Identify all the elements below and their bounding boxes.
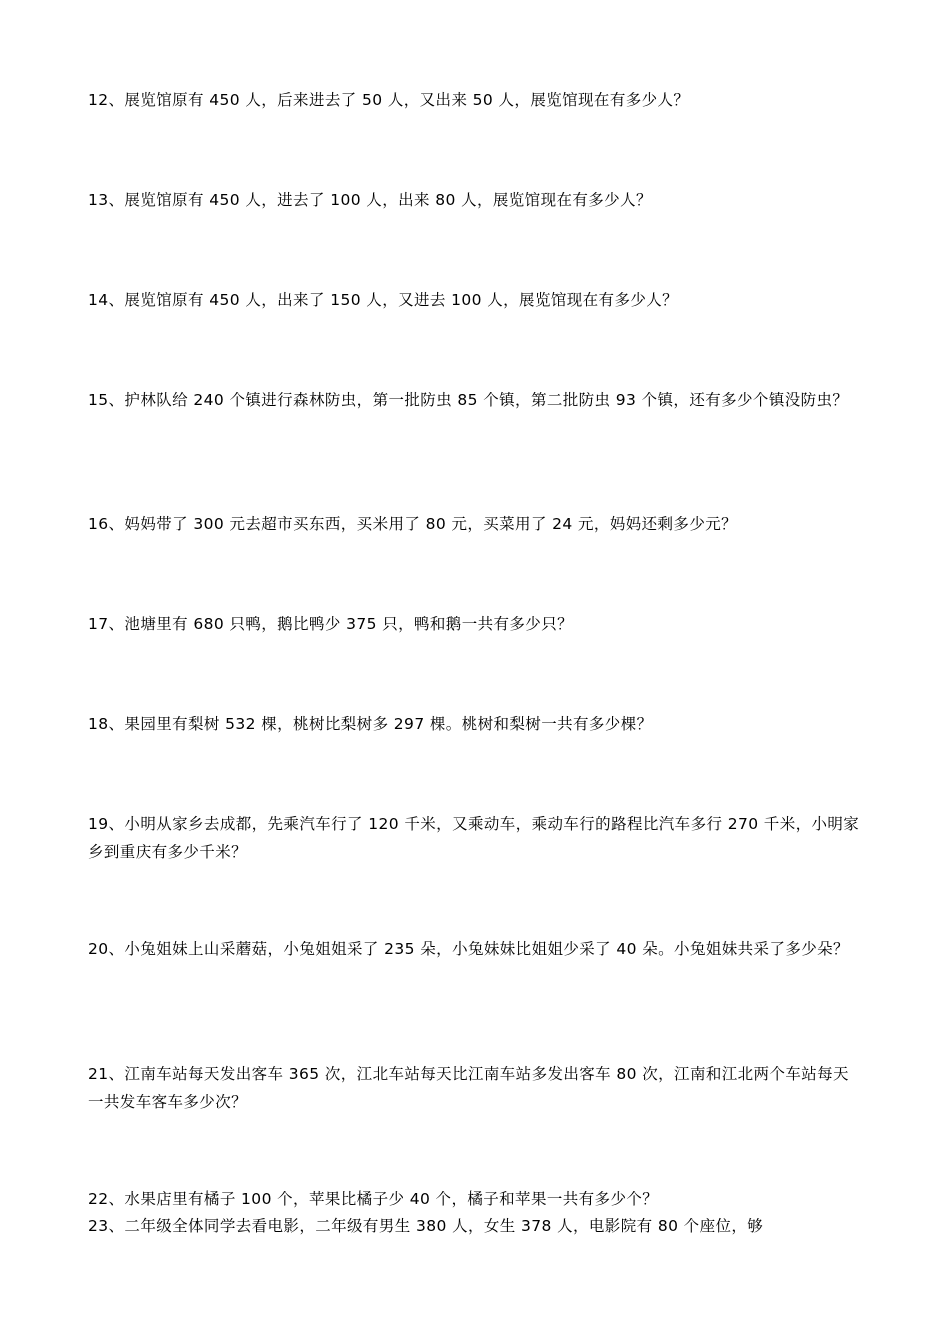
question-23: 23、二年级全体同学去看电影，二年级有男生 380 人，女生 378 人，电影院有 80 个座位，够 [88, 1217, 764, 1235]
question-16: 16、妈妈带了 300 元去超市买东西，买米用了 80 元，买菜用了 24 元，妈妈还剩多少元？ [88, 515, 738, 533]
question-22: 22、水果店里有橘子 100 个，苹果比橘子少 40 个，橘子和苹果一共有多少个？ [88, 1190, 659, 1208]
question-13: 13、展览馆原有 450 人，进去了 100 人，出来 80 人，展览馆现在有多少人？ [88, 191, 652, 209]
question-18: 18、果园里有梨树 532 棵，桃树比梨树多 297 棵。桃树和梨树一共有多少棵？ [88, 715, 653, 733]
question-21: 21、江南车站每天发出客车 365 次，江北车站每天比江南车站多发出客车 80 次，江南和江北两个车站每天一共发车客车多少次？ [88, 1065, 849, 1111]
question-17: 17、池塘里有 680 只鸭，鹅比鸭少 375 只，鸭和鹅一共有多少只？ [88, 615, 574, 633]
question-15: 15、护林队给 240 个镇进行森林防虫，第一批防虫 85 个镇，第二批防虫 93 个镇，还有多少个镇没防虫？ [88, 391, 849, 409]
question-19: 19、小明从家乡去成都，先乘汽车行了 120 千米，又乘动车，乘动车行的路程比汽车多行 270 千米，小明家乡到重庆有多少千米？ [88, 815, 860, 861]
question-14: 14、展览馆原有 450 人，出来了 150 人，又进去 100 人，展览馆现在有多少人？ [88, 291, 679, 309]
question-20: 20、小兔姐妹上山采蘑菇，小兔姐姐采了 235 朵，小兔妹妹比姐姐少采了 40 朵。小兔姐妹共采了多少朵？ [88, 940, 849, 958]
question-12: 12、展览馆原有 450 人，后来进去了 50 人，又出来 50 人，展览馆现在有多少人？ [88, 91, 690, 109]
